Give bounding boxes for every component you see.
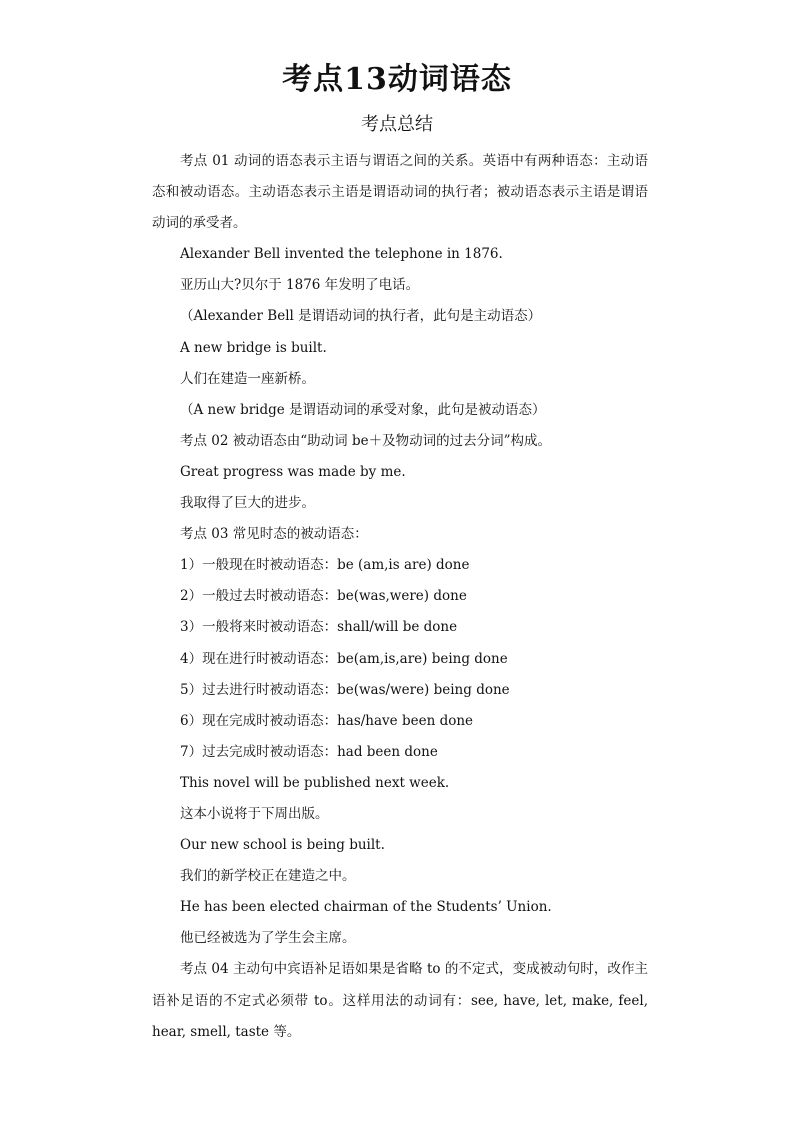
example-sentence-en: Our new school is being built. bbox=[180, 837, 385, 854]
example-sentence-zh: 亚历山大?贝尔于 1876 年发明了电话。 bbox=[180, 277, 420, 294]
example-sentence-zh: 人们在建造一座新桥。 bbox=[180, 370, 315, 387]
paragraph-point-01: 考点 01 动词的语态表示主语与谓语之间的关系。英语中有两种语态：主动语态和被动语态。主动语态表示主语是谓语动词的执行者；被动语态表示主语是谓语动词的承受者。 bbox=[152, 153, 648, 232]
paragraph-point-02: 考点 02 被动语态由“助动词 be＋及物动词的过去分词”构成。 bbox=[180, 432, 551, 449]
tense-list-item: 7）过去完成时被动语态：had been done bbox=[180, 743, 438, 760]
example-note: （Alexander Bell 是谓语动词的执行者，此句是主动语态） bbox=[180, 308, 542, 325]
example-note: （A new bridge 是谓语动词的承受对象，此句是被动语态） bbox=[180, 401, 546, 418]
example-sentence-en: He has been elected chairman of the Students’ Union. bbox=[180, 899, 552, 916]
tense-list-item: 5）过去进行时被动语态：be(was/were) being done bbox=[180, 681, 510, 698]
tense-list-item: 2）一般过去时被动语态：be(was,were) done bbox=[180, 588, 467, 605]
page-subtitle: 考点总结 bbox=[361, 114, 433, 135]
example-sentence-en: Great progress was made by me. bbox=[180, 463, 406, 480]
tense-list-item: 4）现在进行时被动语态：be(am,is,are) being done bbox=[180, 650, 508, 667]
example-sentence-zh: 我们的新学校正在建造之中。 bbox=[180, 868, 356, 885]
example-sentence-en: A new bridge is built. bbox=[180, 339, 327, 356]
example-sentence-zh: 我取得了巨大的进步。 bbox=[180, 495, 315, 512]
example-sentence-zh: 这本小说将于下周出版。 bbox=[180, 805, 329, 822]
example-sentence-en: This novel will be published next week. bbox=[180, 774, 450, 791]
paragraph-point-03: 考点 03 常见时态的被动语态： bbox=[180, 526, 368, 543]
tense-list-item: 3）一般将来时被动语态：shall/will be done bbox=[180, 619, 458, 636]
example-sentence-zh: 他已经被选为了学生会主席。 bbox=[180, 930, 356, 947]
tense-list-item: 6）现在完成时被动语态：has/have been done bbox=[180, 712, 474, 729]
page-title: 考点13动词语态 bbox=[282, 62, 512, 97]
tense-list-item: 1）一般现在时被动语态：be (am,is are) done bbox=[180, 557, 470, 574]
document-body bbox=[152, 146, 648, 1048]
paragraph-point-04: 考点 04 主动句中宾语补足语如果是省略 to 的不定式，变成被动句时，改作主语补足语的不定式必须带 to。这样用法的动词有：see, have, let, make, feel, hear, smell, taste 等。 bbox=[152, 961, 648, 1040]
example-sentence-en: Alexander Bell invented the telephone in 1876. bbox=[180, 246, 503, 263]
